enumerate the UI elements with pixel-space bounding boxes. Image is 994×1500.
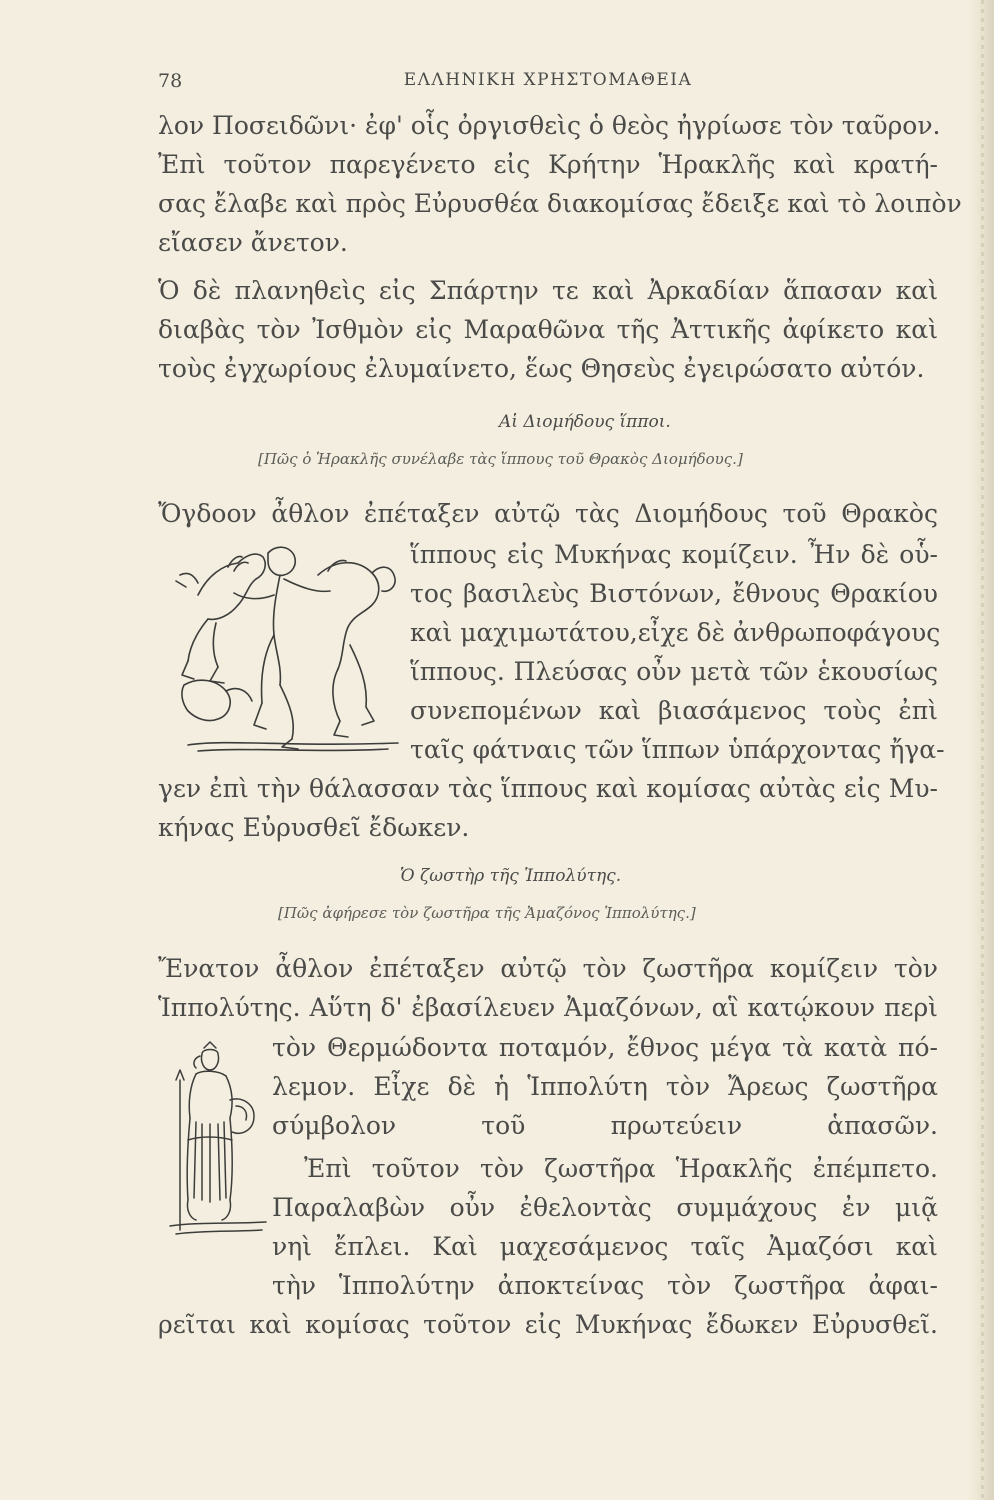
text-line: Παραλαβὼν οὖν ἐθελοντὰς συμμάχους ἐν μιᾷ bbox=[272, 1193, 938, 1222]
text-line: καὶ μαχιμωτάτου,εἶχε δὲ ἀνθρωποφάγους bbox=[410, 618, 941, 647]
text-line: γεν ἐπὶ τὴν θάλασσαν τὰς ἵππους καὶ κομίσας αὐτὰς εἰς Μυ- bbox=[158, 774, 938, 803]
text-line: εἴασεν ἄνετον. bbox=[158, 228, 348, 257]
text-line: ἵππους εἰς Μυκήνας κομίζειν. Ἦν δὲ οὗ- bbox=[410, 540, 938, 569]
text-line: λεμον. Εἶχε δὲ ἡ Ἱππολύτη τὸν Ἄρεως ζωστῆρα bbox=[272, 1072, 938, 1101]
text-line: Ἱππολύτης. Αὕτη δ' ἐβασίλευεν Ἀμαζόνων, αἳ κατῴκουν περὶ bbox=[158, 993, 938, 1022]
horses-illustration bbox=[168, 535, 404, 755]
text-line: συνεπομένων καὶ βιασάμενος τοὺς ἐπὶ bbox=[410, 696, 938, 725]
section-subtitle: [Πῶς ἀφήρεσε τὸν ζωστῆρα τῆς Ἀμαζόνος Ἱππολύτης.] bbox=[278, 904, 696, 922]
text-line: Ἐπὶ τοῦτον παρεγένετο εἰς Κρήτην Ἡρακλῆς καὶ κρατή- bbox=[158, 150, 938, 179]
text-line: σας ἔλαβε καὶ πρὸς Εὐρυσθέα διακομίσας ἔδειξε καὶ τὸ λοιπὸν bbox=[158, 189, 962, 218]
running-title: ΕΛΛΗΝΙΚΗ ΧΡΗΣΤΟΜΑΘΕΙΑ bbox=[403, 70, 693, 90]
running-header bbox=[158, 70, 938, 94]
text-line: Ὁ δὲ πλανηθεὶς εἰς Σπάρτην τε καὶ Ἀρκαδίαν ἅπασαν καὶ bbox=[158, 276, 938, 305]
text-line: διαβὰς τὸν Ἰσθμὸν εἰς Μαραθῶνα τῆς Ἀττικῆς ἀφίκετο καὶ bbox=[158, 315, 938, 344]
text-line: Ἐπὶ τοῦτον τὸν ζωστῆρα Ἡρακλῆς ἐπέμπετο. bbox=[304, 1154, 938, 1183]
amazon-figure-illustration bbox=[166, 1040, 270, 1250]
text-line: τοὺς ἐγχωρίους ἐλυμαίνετο, ἕως Θησεὺς ἐγειρώσατο αὐτόν. bbox=[158, 354, 925, 383]
text-line: σύμβολον τοῦ πρωτεύειν ἁπασῶν. bbox=[272, 1111, 938, 1140]
page-number: 78 bbox=[158, 70, 183, 92]
text-line: κήνας Εὐρυσθεῖ ἔδωκεν. bbox=[158, 813, 470, 842]
text-line: Ἔνατον ἆθλον ἐπέταξεν αὐτῷ τὸν ζωστῆρα κομίζειν τὸν bbox=[158, 954, 938, 983]
section-title: Αἱ Διομήδους ἵπποι. bbox=[499, 412, 671, 432]
text-line: νηὶ ἔπλει. Καὶ μαχεσάμενος ταῖς Ἀμαζόσι καὶ bbox=[272, 1232, 938, 1261]
text-line: λον Ποσειδῶνι· ἐφ' οἷς ὀργισθεὶς ὁ θεὸς ἠγρίωσε τὸν ταῦρον. bbox=[158, 111, 941, 140]
text-line: ἵππους. Πλεύσας οὖν μετὰ τῶν ἑκουσίως bbox=[410, 657, 938, 686]
text-line: Ὄγδοον ἆθλον ἐπέταξεν αὐτῷ τὰς Διομήδους τοῦ Θρακὸς bbox=[158, 499, 938, 528]
text-line: τὸν Θερμώδοντα ποταμόν, ἔθνος μέγα τὰ κατὰ πό- bbox=[272, 1033, 938, 1062]
text-line: ταῖς φάτναις τῶν ἵππων ὑπάρχοντας ἤγα- bbox=[410, 735, 945, 764]
section-title: Ὁ ζωστὴρ τῆς Ἱππολύτης. bbox=[400, 866, 622, 886]
section-subtitle: [Πῶς ὁ Ἡρακλῆς συνέλαβε τὰς ἵππους τοῦ Θρακὸς Διομήδους.] bbox=[258, 450, 743, 468]
text-line: ρεῖται καὶ κομίσας τοῦτον εἰς Μυκήνας ἔδωκεν Εὐρυσθεῖ. bbox=[158, 1310, 938, 1339]
text-line: τὴν Ἱππολύτην ἀποκτείνας τὸν ζωστῆρα ἀφαι- bbox=[272, 1271, 938, 1300]
text-line: τος βασιλεὺς Βιστόνων, ἔθνους Θρακίου bbox=[410, 579, 938, 608]
page-edge-stripe bbox=[981, 0, 984, 1500]
